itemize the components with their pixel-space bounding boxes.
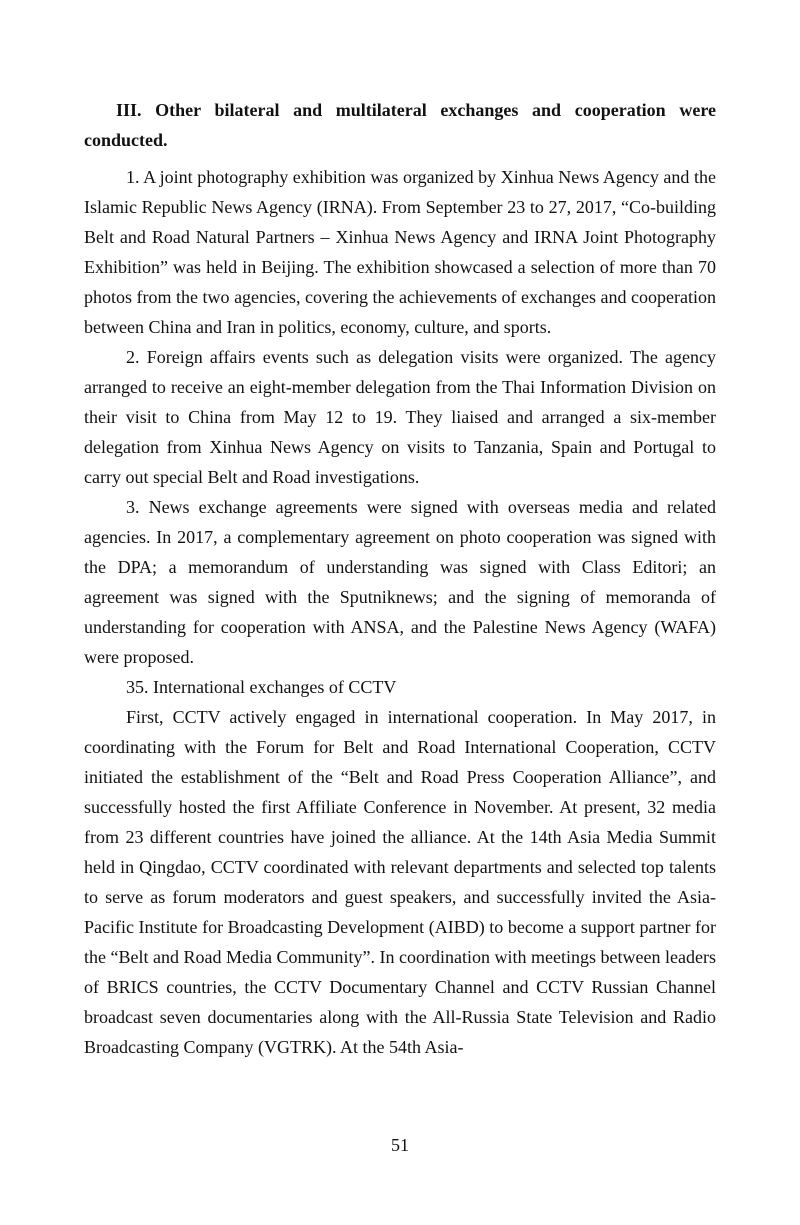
paragraph-photo-exhibition: 1. A joint photography exhibition was organized by Xinhua News Agency and the Islamic Republic News Agency (IRNA). From September 23 to 27, 2017, “Co-building Belt and Road Natural Partners – Xinhua News Agency and IRNA Joint Photography Exhibition” was held in Beijing. The exhibition showcased a selection of more than 70 photos from the two agencies, covering the achievements of exchanges and cooperation between China and Iran in politics, economy, culture, and sports. (84, 167, 716, 337)
page-number: 51 (391, 1135, 409, 1155)
section-heading: III. Other bilateral and multilateral exchanges and cooperation were conducted. (84, 100, 716, 150)
paragraph-delegation-visits: 2. Foreign affairs events such as delegation visits were organized. The agency arranged to receive an eight-member delegation from the Thai Information Division on their visit to China from May 12 to 19. They liaised and arranged a six-member delegation from Xinhua News Agency on visits to Tanzania, Spain and Portugal to carry out special Belt and Road investigations. (84, 347, 716, 487)
page-body (84, 95, 716, 1062)
paragraph-cctv-cooperation: First, CCTV actively engaged in international cooperation. In May 2017, in coordinating with the Forum for Belt and Road International Cooperation, CCTV initiated the establishment of the “Belt and Road Press Cooperation Alliance”, and successfully hosted the first Affiliate Conference in November. At present, 32 media from 23 different countries have joined the alliance. At the 14th Asia Media Summit held in Qingdao, CCTV coordinated with relevant departments and selected top talents to serve as forum moderators and guest speakers, and successfully invited the Asia-Pacific Institute for Broadcasting Development (AIBD) to become a support partner for the “Belt and Road Media Community”. In coordination with meetings between leaders of BRICS countries, the CCTV Documentary Channel and CCTV Russian Channel broadcast seven documentaries along with the All-Russia State Television and Radio Broadcasting Company (VGTRK). At the 54th Asia- (84, 707, 716, 1057)
paragraph-news-exchange-agreements: 3. News exchange agreements were signed with overseas media and related agencies. In 2017, a complementary agreement on photo cooperation was signed with the DPA; a memorandum of understanding was signed with Class Editori; an agreement was signed with the Sputniknews; and the signing of memoranda of understanding for cooperation with ANSA, and the Palestine News Agency (WAFA) were proposed. (84, 497, 716, 667)
subsection-title-cctv: 35. International exchanges of CCTV (126, 677, 397, 697)
